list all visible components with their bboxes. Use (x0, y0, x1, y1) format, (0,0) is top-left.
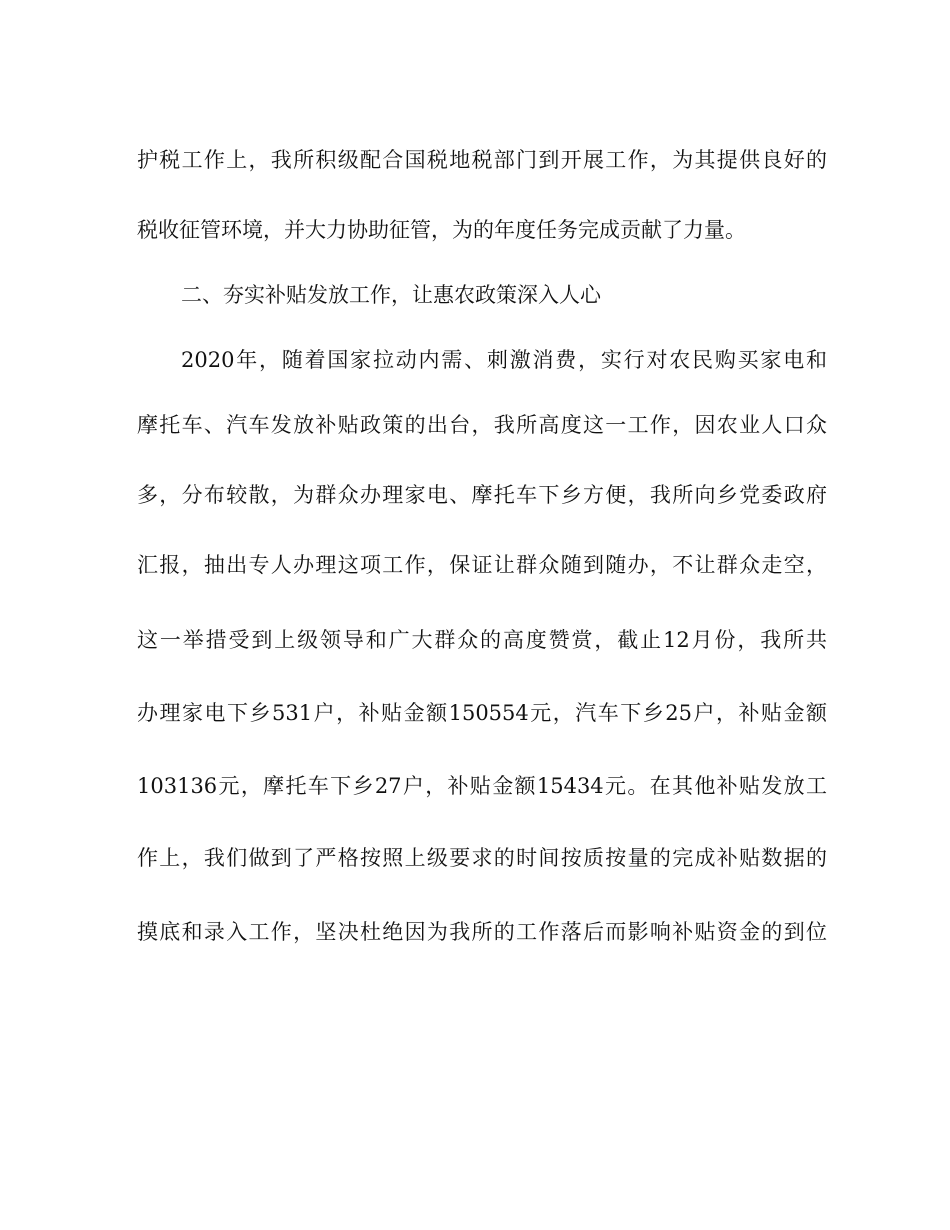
section-heading: 二、夯实补贴发放工作，让惠农政策深入人心 (181, 283, 601, 307)
text-line: 汇报，抽出专人办理这项工作，保证让群众随到随办，不让群众走空， (137, 553, 827, 577)
text-line: 103136元，摩托车下乡27户，补贴金额15434元。在其他补贴发放工 (137, 774, 827, 798)
text-line: 摩托车、汽车发放补贴政策的出台，我所高度这一工作，因农业人口众 (137, 413, 827, 437)
text-line: 2020年，随着国家拉动内需、刺激消费，实行对农民购买家电和 (181, 348, 827, 372)
text-line: 作上，我们做到了严格按照上级要求的时间按质按量的完成补贴数据的 (137, 846, 827, 870)
text-line: 办理家电下乡531户，补贴金额150554元，汽车下乡25户，补贴金额 (137, 701, 827, 725)
text-line: 这一举措受到上级领导和广大群众的高度赞赏，截止12月份，我所共 (137, 628, 827, 652)
text-line: 摸底和录入工作，坚决杜绝因为我所的工作落后而影响补贴资金的到位 (137, 920, 827, 944)
text-line: 多，分布较散，为群众办理家电、摩托车下乡方便，我所向乡党委政府 (137, 483, 827, 507)
text-line: 护税工作上，我所积级配合国税地税部门到开展工作，为其提供良好的 (137, 148, 827, 172)
text-line: 税收征管环境，并大力协助征管，为的年度任务完成贡献了力量。 (137, 218, 746, 242)
